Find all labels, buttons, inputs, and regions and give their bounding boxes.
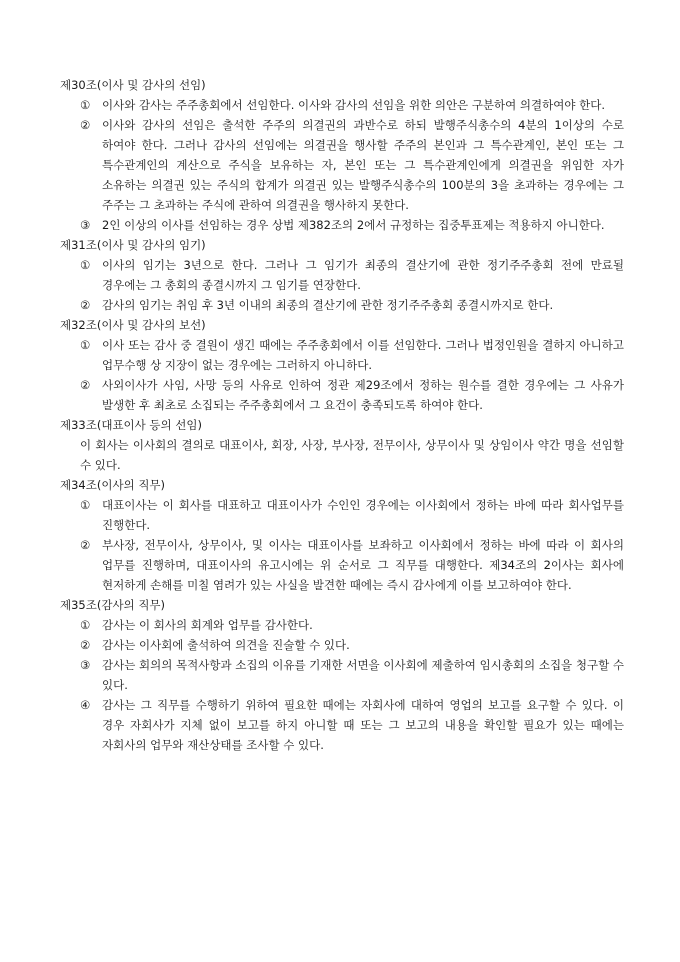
clause-number: ② bbox=[80, 298, 91, 312]
clause-text: 감사는 이 회사의 회계와 업무를 감사한다. bbox=[102, 618, 313, 632]
clause-text: 부사장, 전무이사, 상무이사, 및 이사는 대표이사를 보좌하고 이사회에서 정하는 바에 따라 이 회사의 업무를 진행하며, 대표이사의 유고시에는 위 순서로 그 직무를 대행한다. 제34조의 2이사는 회사에 현저하게 손해를 미칠 염려가 있는 사실을 발견한 때에는 즉시 감사에게 이를 보고하여야 한다. bbox=[102, 538, 624, 592]
article-title: 제32조(이사 및 감사의 보선) bbox=[60, 318, 206, 332]
clause-text: 이사와 감사는 주주총회에서 선임한다. 이사와 감사의 선임을 위한 의안은 구분하여 의결하여야 한다. bbox=[102, 98, 605, 112]
article-34 bbox=[60, 475, 624, 595]
clause-item bbox=[60, 295, 624, 315]
clause-number: ④ bbox=[80, 698, 91, 712]
clause-item bbox=[60, 695, 624, 755]
clause-text: 감사의 임기는 취임 후 3년 이내의 최종의 결산기에 관한 정기주주총회 종결시까지로 한다. bbox=[102, 298, 554, 312]
clause-item bbox=[60, 635, 624, 655]
clause-number: ① bbox=[80, 338, 91, 352]
article-body: 이 회사는 이사회의 결의로 대표이사, 회장, 사장, 부사장, 전무이사, 상무이사 및 상임이사 약간 명을 선임할 수 있다. bbox=[80, 438, 624, 472]
article-title: 제35조(감사의 직무) bbox=[60, 598, 166, 612]
clause-text: 감사는 이사회에 출석하여 의견을 진술할 수 있다. bbox=[102, 638, 350, 652]
clause-item bbox=[60, 95, 624, 115]
clause-text: 사외이사가 사임, 사망 등의 사유로 인하여 정관 제29조에서 정하는 원수를 결한 경우에는 그 사유가 발생한 후 최초로 소집되는 주주총회에서 그 요건이 충족되도록 하여야 한다. bbox=[102, 378, 624, 412]
clause-item bbox=[60, 255, 624, 295]
article-title: 제30조(이사 및 감사의 선임) bbox=[60, 78, 206, 92]
clause-number: ② bbox=[80, 638, 91, 652]
article-35 bbox=[60, 595, 624, 755]
clause-text: 이사의 임기는 3년으로 한다. 그러나 그 임기가 최종의 결산기에 관한 정기주주총회 전에 만료될 경우에는 그 총회의 종결시까지 그 임기를 연장한다. bbox=[102, 258, 624, 292]
clause-item bbox=[60, 375, 624, 415]
clause-item bbox=[60, 215, 624, 235]
clause-item bbox=[60, 115, 624, 215]
clause-number: ② bbox=[80, 538, 91, 552]
clause-item bbox=[60, 495, 624, 535]
clause-number: ② bbox=[80, 378, 91, 392]
article-33 bbox=[60, 415, 624, 475]
clause-text: 2인 이상의 이사를 선임하는 경우 상법 제382조의 2에서 규정하는 집중투표제는 적용하지 아니한다. bbox=[102, 218, 605, 232]
article-title: 제33조(대표이사 등의 선임) bbox=[60, 418, 203, 432]
article-32 bbox=[60, 315, 624, 415]
clause-number: ② bbox=[80, 118, 91, 132]
clause-number: ① bbox=[80, 258, 91, 272]
article-title: 제31조(이사 및 감사의 임기) bbox=[60, 238, 206, 252]
clause-number: ① bbox=[80, 618, 91, 632]
clause-number: ① bbox=[80, 498, 91, 512]
clause-item bbox=[60, 335, 624, 375]
article-31 bbox=[60, 235, 624, 315]
clause-number: ③ bbox=[80, 218, 91, 232]
clause-text: 이사 또는 감사 중 결원이 생긴 때에는 주주총회에서 이를 선임한다. 그러나 법정인원을 결하지 아니하고 업무수행 상 지장이 없는 경우에는 그러하지 아니하다. bbox=[102, 338, 624, 372]
clause-number: ③ bbox=[80, 658, 91, 672]
article-title: 제34조(이사의 직무) bbox=[60, 478, 166, 492]
clause-text: 감사는 그 직무를 수행하기 위하여 필요한 때에는 자회사에 대하여 영업의 보고를 요구할 수 있다. 이 경우 자회사가 지체 없이 보고를 하지 아니할 때 또는 그 보고의 내용을 확인할 필요가 있는 때에는 자회사의 업무와 재산상태를 조사할 수 있다. bbox=[102, 698, 624, 752]
clause-text: 대표이사는 이 회사를 대표하고 대표이사가 수인인 경우에는 이사회에서 정하는 바에 따라 회사업무를 진행한다. bbox=[102, 498, 624, 532]
clause-item bbox=[60, 535, 624, 595]
clause-text: 감사는 회의의 목적사항과 소집의 이유를 기재한 서면을 이사회에 제출하여 임시총회의 소집을 청구할 수 있다. bbox=[102, 658, 624, 692]
clause-item bbox=[60, 655, 624, 695]
clause-number: ① bbox=[80, 98, 91, 112]
clause-text: 이사와 감사의 선임은 출석한 주주의 의결권의 과반수로 하되 발행주식총수의 4분의 1이상의 수로 하여야 한다. 그러나 감사의 선임에는 의결권을 행사할 주주의 본인과 그 특수관계인, 본인 또는 그 특수관계인의 계산으로 주식을 보유하는 자, 본인 또는 그 특수관계인에게 의결권을 위임한 자가 소유하는 의결권 있는 주식의 합계가 의결권 있는 발행주식총수의 100분의 3을 초과하는 경우에는 그 주주는 그 초과하는 주식에 관하여 의결권을 행사하지 못한다. bbox=[102, 118, 624, 212]
article-30 bbox=[60, 75, 624, 235]
clause-item bbox=[60, 615, 624, 635]
